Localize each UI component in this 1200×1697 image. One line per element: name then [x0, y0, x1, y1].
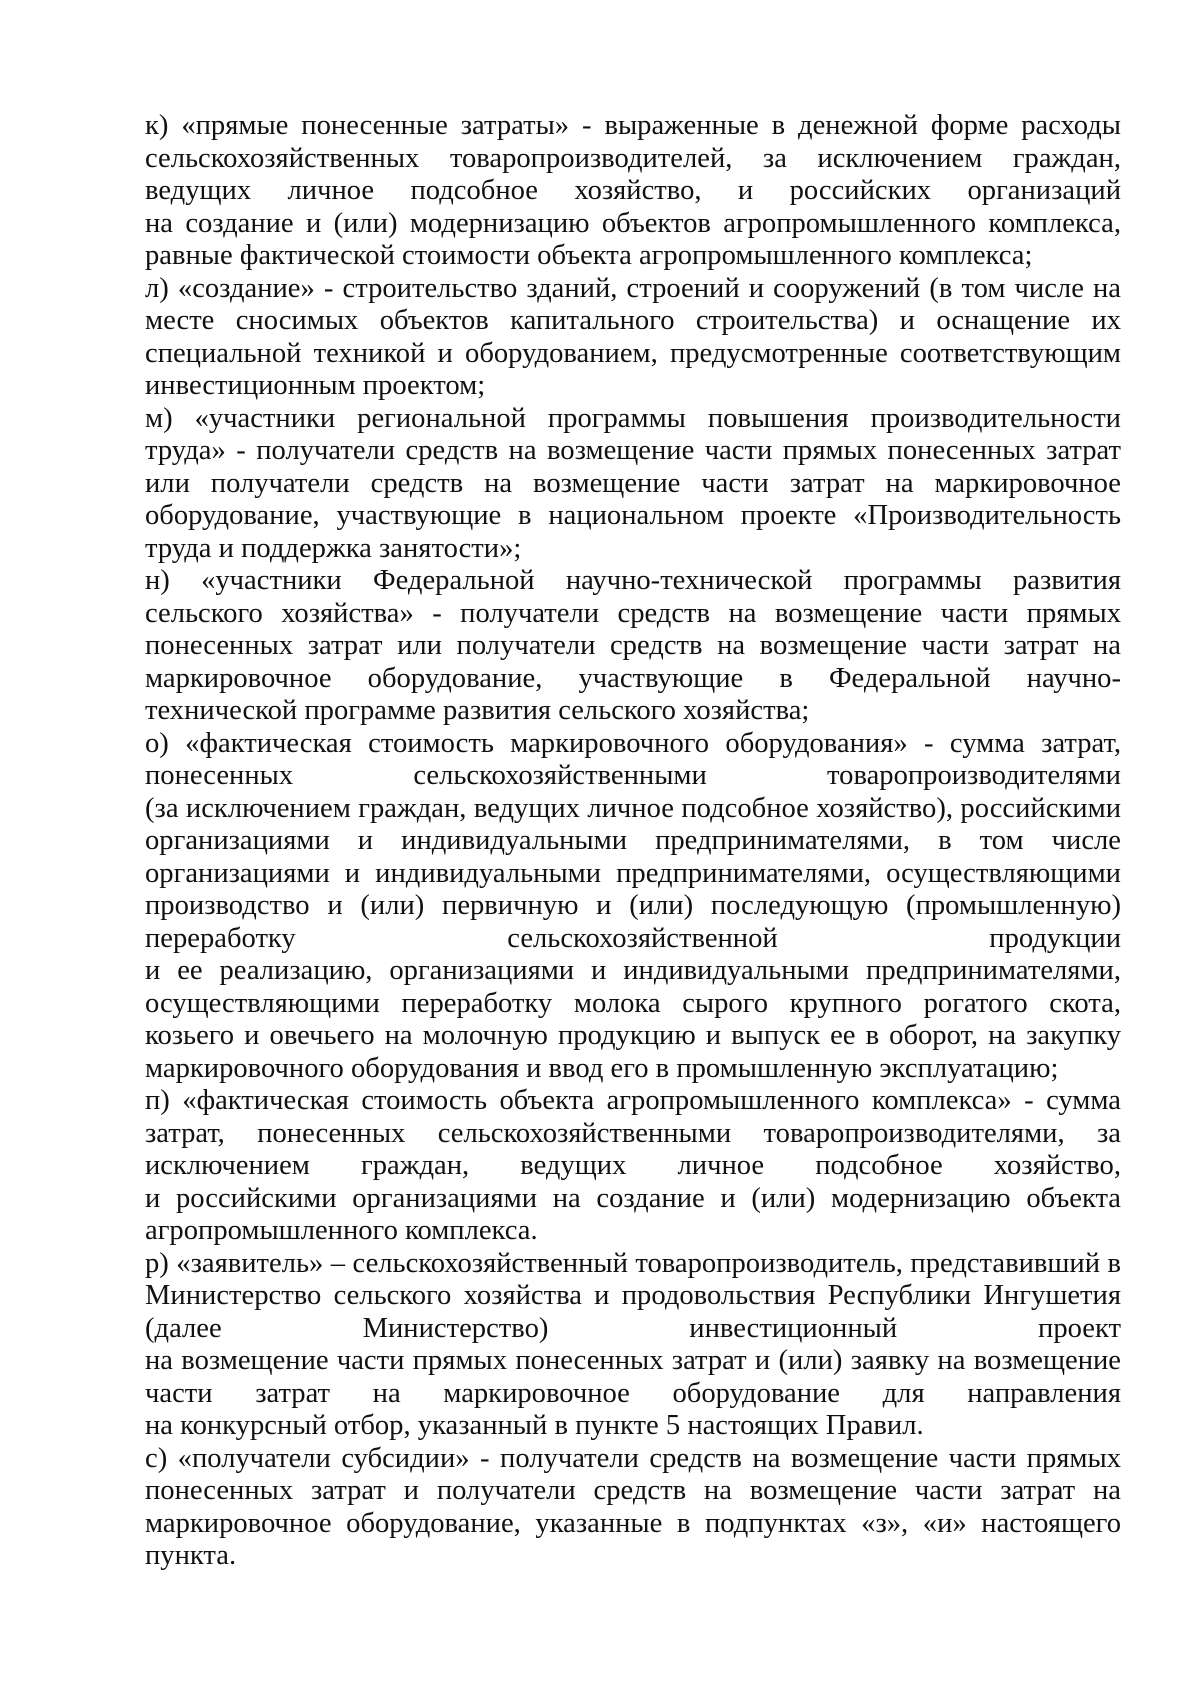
- text-line: агропромышленного комплекса.: [145, 1215, 538, 1246]
- text-line: ведущих личное подсобное хозяйство, и российских организаций: [145, 175, 1121, 206]
- text-line: р) «заявитель» – сельскохозяйственный товаропроизводитель, представивший в: [145, 1247, 1121, 1279]
- text-line: специальной техникой и оборудованием, предусмотренные соответствующим: [145, 337, 1121, 369]
- text-line: сельского хозяйства» - получатели средств на возмещение части прямых: [145, 597, 1121, 629]
- text-line: понесенных затрат или получатели средств на возмещение части затрат на: [145, 630, 1121, 661]
- paragraph-item-k: [145, 110, 1121, 273]
- text-line: козьего и овечьего на молочную продукцию и выпуск ее в оборот, на закупку: [145, 1020, 1121, 1051]
- text-line: и российскими организациями на создание и (или) модернизацию объекта: [145, 1182, 1121, 1214]
- paragraph-item-s: [145, 1443, 1121, 1573]
- text-line: н) «участники Федеральной научно-технической программы развития: [145, 565, 1121, 596]
- text-line: с) «получатели субсидии» - получатели средств на возмещение части прямых: [145, 1442, 1121, 1474]
- text-line: или получатели средств на возмещение части затрат на маркировочное: [145, 467, 1121, 499]
- paragraph-item-o: [145, 728, 1121, 1086]
- text-line: осуществляющими переработку молока сырого крупного рогатого скота,: [145, 987, 1121, 1019]
- text-line: равные фактической стоимости объекта агропромышленного комплекса;: [145, 240, 1033, 271]
- text-line: на конкурсный отбор, указанный в пункте 5 настоящих Правил.: [145, 1410, 924, 1441]
- text-line: к) «прямые понесенные затраты» - выраженные в денежной форме расходы: [145, 110, 1121, 141]
- text-line: о) «фактическая стоимость маркировочного оборудования» - сумма затрат,: [145, 727, 1121, 759]
- text-line: сельскохозяйственных товаропроизводителей, за исключением граждан,: [145, 142, 1121, 174]
- text-line: (далее Министерство) инвестиционный проект: [145, 1312, 1121, 1344]
- paragraph-item-n: [145, 565, 1121, 728]
- paragraph-item-l: [145, 273, 1121, 403]
- text-line: и ее реализацию, организациями и индивидуальными предпринимателями,: [145, 955, 1121, 986]
- text-line: понесенных затрат и получатели средств на возмещение части затрат на: [145, 1475, 1121, 1506]
- text-line: организациями и индивидуальными предпринимателями, в том числе: [145, 825, 1121, 856]
- text-line: части затрат на маркировочное оборудование для направления: [145, 1377, 1121, 1409]
- text-line: исключением граждан, ведущих личное подсобное хозяйство,: [145, 1150, 1121, 1181]
- text-line: оборудование, участвующие в национальном проекте «Производительность: [145, 500, 1121, 531]
- text-line: технической программе развития сельского хозяйства;: [145, 695, 810, 726]
- text-line: на возмещение части прямых понесенных затрат и (или) заявку на возмещение: [145, 1345, 1121, 1376]
- text-line: маркировочное оборудование, указанные в подпунктах «з», «и» настоящего: [145, 1507, 1121, 1539]
- text-line: труда и поддержка занятости»;: [145, 532, 522, 564]
- text-line: маркировочного оборудования и ввод его в промышленную эксплуатацию;: [145, 1052, 1059, 1084]
- text-line: понесенных сельскохозяйственными товаропроизводителями: [145, 760, 1121, 791]
- text-line: п) «фактическая стоимость объекта агропромышленного комплекса» - сумма: [145, 1085, 1121, 1116]
- text-line: производство и (или) первичную и (или) последующую (промышленную): [145, 890, 1121, 921]
- text-line: л) «создание» - строительство зданий, строений и сооружений (в том числе на: [145, 272, 1121, 304]
- text-line: м) «участники региональной программы повышения производительности: [145, 402, 1121, 434]
- text-line: маркировочное оборудование, участвующие в Федеральной научно-: [145, 662, 1121, 694]
- text-line: затрат, понесенных сельскохозяйственными товаропроизводителями, за: [145, 1117, 1121, 1149]
- text-line: Министерство сельского хозяйства и продовольствия Республики Ингушетия: [145, 1280, 1121, 1311]
- text-line: пункта.: [145, 1540, 237, 1571]
- paragraph-item-p: [145, 1085, 1121, 1248]
- text-line: организациями и индивидуальными предпринимателями, осуществляющими: [145, 857, 1121, 889]
- text-line: месте сносимых объектов капитального строительства) и оснащение их: [145, 305, 1121, 336]
- paragraph-item-r: [145, 1248, 1121, 1443]
- text-line: на создание и (или) модернизацию объектов агропромышленного комплекса,: [145, 207, 1121, 239]
- paragraph-item-m: [145, 403, 1121, 566]
- text-line: инвестиционным проектом;: [145, 370, 486, 401]
- text-line: переработку сельскохозяйственной продукции: [145, 922, 1121, 954]
- text-line: труда» - получатели средств на возмещение части прямых понесенных затрат: [145, 435, 1121, 466]
- document-body: [145, 110, 1121, 1573]
- text-line: (за исключением граждан, ведущих личное подсобное хозяйство), российскими: [145, 792, 1121, 824]
